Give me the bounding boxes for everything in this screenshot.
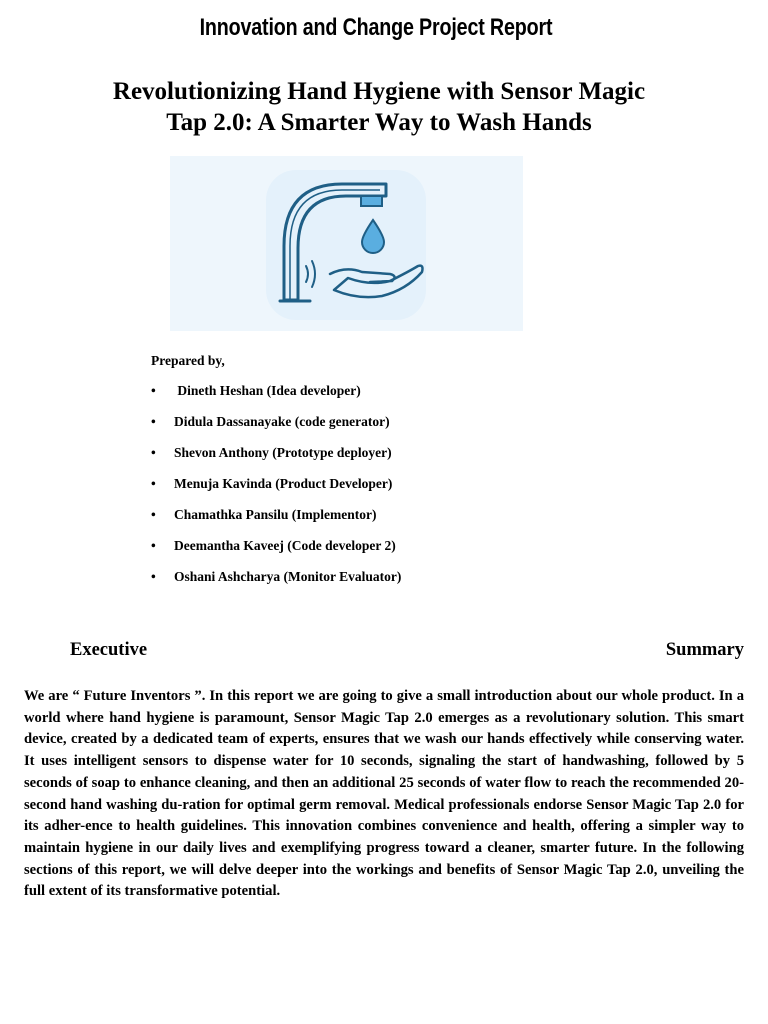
- heading-right: Summary: [665, 640, 744, 660]
- report-header: Innovation and Change Project Report: [199, 14, 553, 41]
- bullet: •: [151, 476, 156, 491]
- member-name: Oshani Ashcharya (Monitor Evaluator): [174, 569, 402, 584]
- list-item: [151, 383, 401, 414]
- member-name: Shevon Anthony (Prototype deployer): [174, 445, 392, 460]
- bullet: •: [151, 414, 156, 429]
- document-title-line-1: Revolutionizing Hand Hygiene with Sensor Magic: [112, 78, 646, 105]
- list-item: [151, 445, 401, 476]
- heading-left: Executive: [70, 640, 148, 660]
- member-name: Menuja Kavinda (Product Developer): [174, 476, 393, 491]
- hero-image: [170, 156, 523, 331]
- document-title-line-2: Tap 2.0: A Smarter Way to Wash Hands: [166, 109, 592, 136]
- list-item: [151, 507, 401, 538]
- member-name: Didula Dassanayake (code generator): [174, 414, 390, 429]
- member-name: Dineth Heshan (Idea developer): [174, 383, 361, 398]
- member-name: Deemantha Kaveej (Code developer 2): [174, 538, 396, 553]
- executive-summary-body: We are “ Future Inventors ”. In this report we are going to give a small introduction about our whole product. In a world where hand hygiene is paramount, Sensor Magic Tap 2.0 emerges as a revolutionary solution. This smart device, created by a dedicated team of experts, ensures that we wash our hands effectively while conserving water. It uses intelligent sensors to dispense water for 10 seconds, signaling the start of handwashing, followed by 5 seconds of soap to enhance cleaning, and then an additional 25 seconds of water flow to reach the recommended 20-second hand washing du-ration for optimal germ removal. Medical professionals endorse Sensor Magic Tap 2.0 for its adher-ence to health guidelines. This innovation combines convenience and health, offering a simpler way to maintain hygiene in our daily lives and exemplifying progress toward a cleaner, smarter future. In the following sections of this report, we will delve deeper into the workings and benefits of Sensor Magic Tap 2.0, unveiling the full extent of its transformative potential.: [24, 688, 744, 900]
- member-name: Chamathka Pansilu (Implementor): [174, 507, 377, 522]
- list-item: [151, 538, 401, 569]
- team-member-list: [151, 383, 401, 600]
- sensor-tap-icon: [170, 156, 523, 331]
- prepared-by-label: Prepared by,: [151, 353, 225, 368]
- list-item: [151, 476, 401, 507]
- bullet: •: [151, 383, 156, 398]
- bullet: •: [151, 507, 156, 522]
- list-item: [151, 569, 401, 600]
- bullet: •: [151, 569, 156, 584]
- bullet: •: [151, 538, 156, 553]
- bullet: •: [151, 445, 156, 460]
- executive-summary-heading: [70, 640, 744, 661]
- list-item: [151, 414, 401, 445]
- document-title: [0, 76, 758, 138]
